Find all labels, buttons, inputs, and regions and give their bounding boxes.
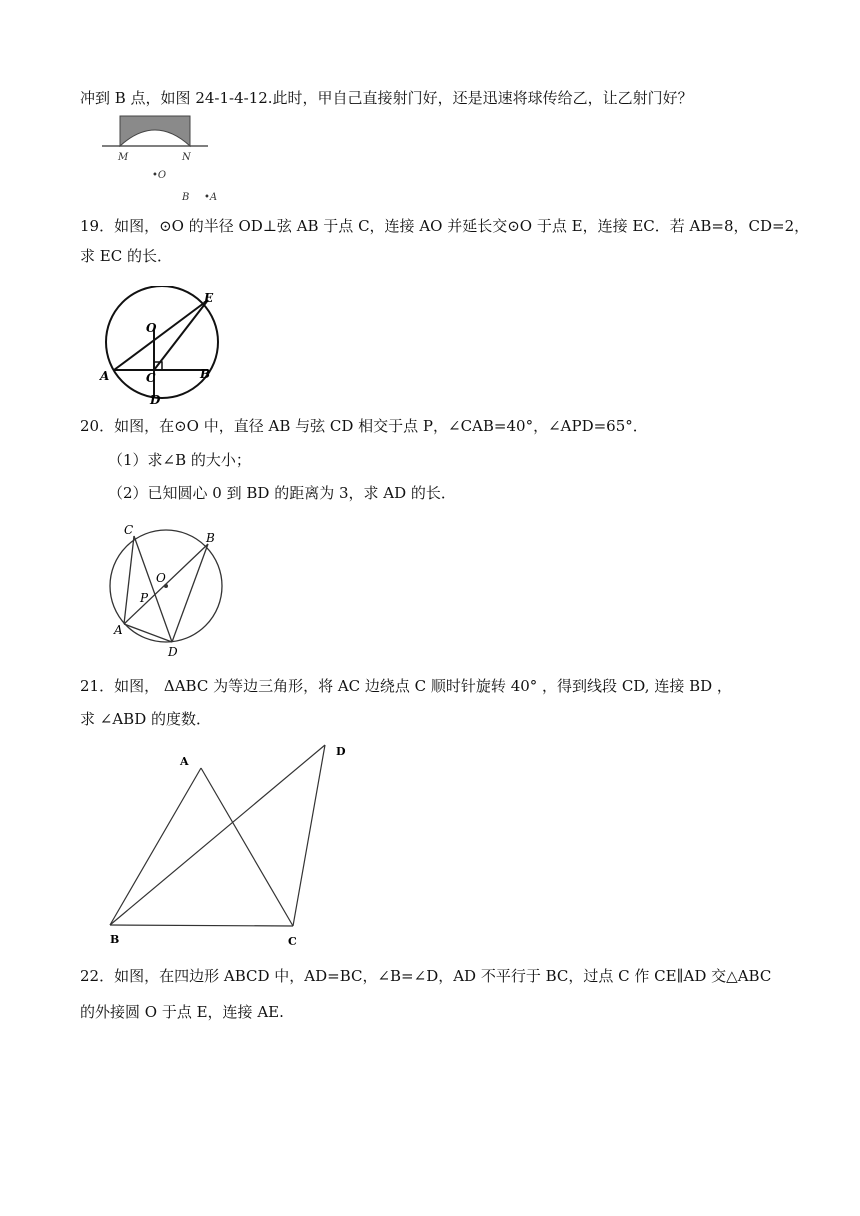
q20-label-o: O (156, 571, 166, 585)
q20-line-ac (124, 536, 134, 624)
q21-text-line1: 21．如图， ΔABC 为等边三角形，将 AC 边绕点 C 顺时针旋转 40° ，得到线段 CD, 连接 BD ， (80, 677, 732, 695)
q19-label-a: A (100, 369, 110, 383)
label-a: •A (204, 192, 218, 203)
q20-label-b: B (206, 531, 215, 545)
q20-label-a: A (114, 623, 123, 637)
q21-label-b: B (110, 933, 120, 946)
q20-label-d: D (168, 645, 178, 659)
q21-side-bc (110, 925, 293, 926)
q19-label-d: D (150, 393, 161, 406)
q20-text-line1: 20．如图，在⊙O 中，直径 AB 与弦 CD 相交于点 P，∠CAB=40°，∠APD=65°． (80, 417, 648, 435)
q22-text-line2: 的外接圆 O 于点 E，连接 AE. (80, 1003, 284, 1021)
q20-line-bd (172, 544, 208, 642)
q21-label-d: D (336, 745, 346, 758)
q21-side-ab (110, 768, 201, 925)
q21-side-ac (201, 768, 293, 926)
q19-text-line2: 求 EC 的长． (80, 247, 172, 265)
goal-area (120, 116, 190, 146)
label-n: N (182, 152, 191, 163)
q19-label-e: E (204, 291, 214, 305)
q19-figure (96, 286, 236, 406)
q21-text-line2: 求 ∠ABD 的度数． (80, 710, 211, 728)
q19-label-c: C (146, 371, 156, 385)
q21-segment-cd (293, 745, 325, 926)
q20-label-p: P (140, 591, 149, 605)
q20-figure (108, 522, 238, 662)
label-m: M (118, 152, 129, 163)
q20-part1: （1）求∠B 的大小； (108, 451, 251, 469)
intro-text: 冲到 B 点，如图 24-1-4-12.此时，甲自己直接射门好，还是迅速将球传给乙，让乙射门好？ (80, 89, 693, 107)
q20-part2: （2）已知圆心 0 到 BD 的距离为 3，求 AD 的长． (108, 484, 456, 502)
label-o: •O (152, 170, 167, 181)
q20-label-c: C (124, 523, 134, 537)
q22-text-line1: 22．如图，在四边形 ABCD 中，AD=BC，∠B=∠D，AD 不平行于 BC，过点 C 作 CE∥AD 交△ABC (80, 967, 772, 985)
q20-chord-cd (134, 536, 172, 642)
q21-segment-bd (110, 745, 325, 925)
q19-text-line1: 19．如图，⊙O 的半径 OD⊥弦 AB 于点 C，连接 AO 并延长交⊙O 于点 E，连接 EC．若 AB=8，CD=2， (80, 217, 810, 235)
q21-figure (100, 735, 360, 955)
q21-label-c: C (288, 935, 297, 948)
q19-label-b: B (200, 367, 211, 381)
q19-label-o: O (146, 321, 157, 335)
label-b: B (182, 192, 190, 203)
goal-figure (96, 108, 236, 208)
q21-label-a: A (180, 755, 189, 768)
q19-circle (106, 286, 218, 398)
